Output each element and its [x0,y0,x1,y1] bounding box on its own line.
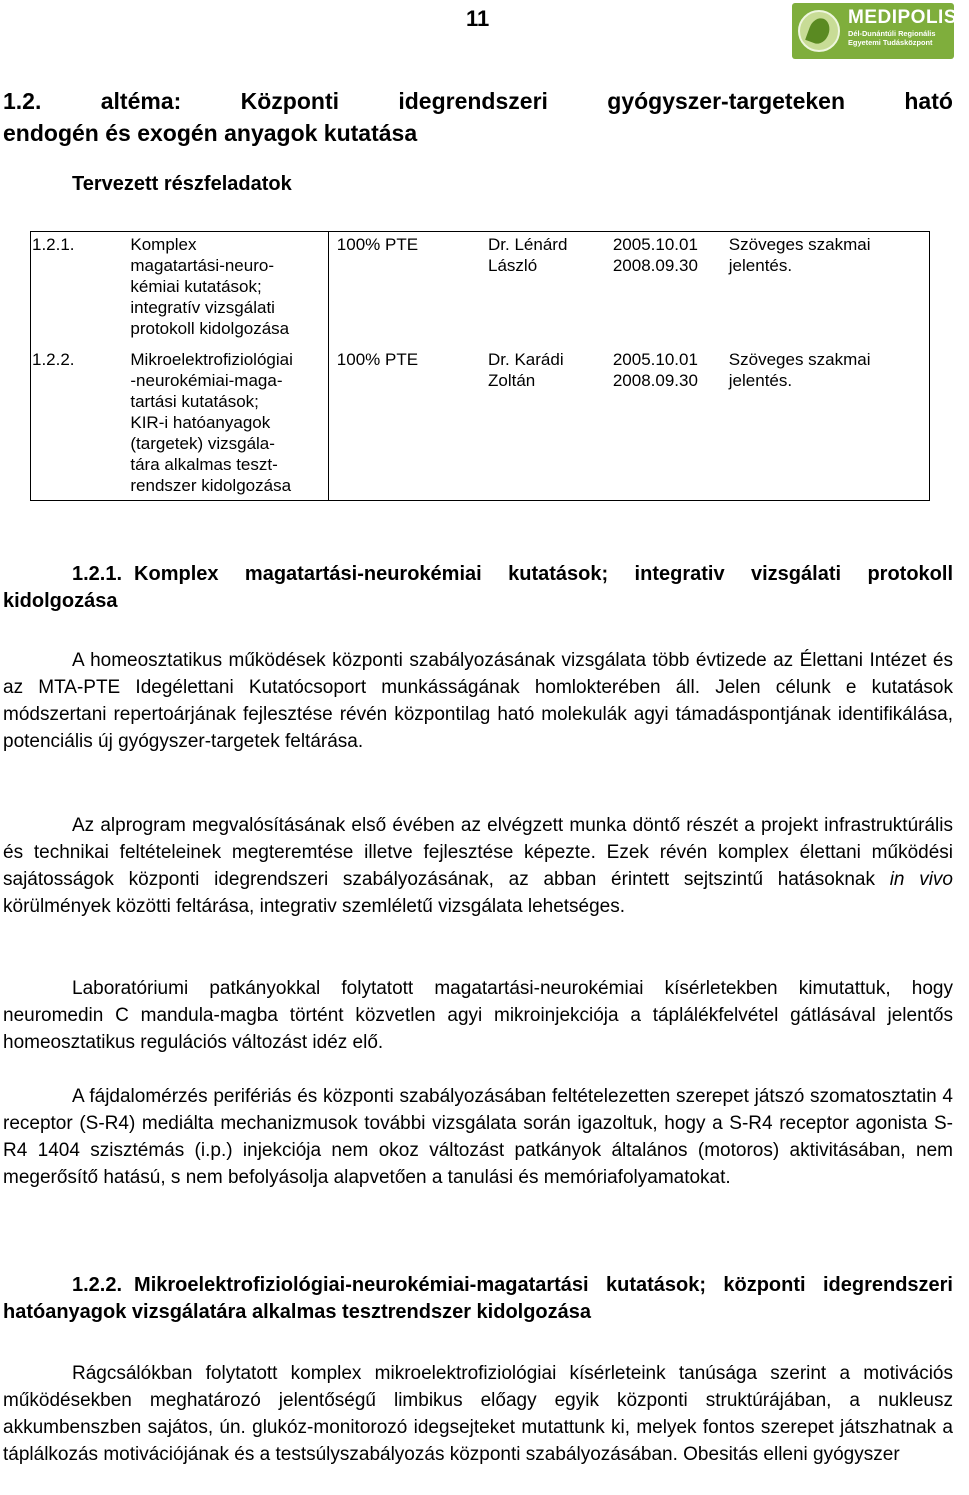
paragraph: Laboratóriumi patkányokkal folytatott magatartási-neurokémiai kísérletekben kimutattuk, hogy neuromedin C mandula-magba történt közvetlen agyi mikroinjekciója a táplálékfelvétel gátlásával jelentős homeosztatikus regulációs változást idéz elő. [3,978,953,1053]
logo-subtitle: Dél-Dunántúli Regionális Egyetemi Tudásközpont [848,29,936,47]
paragraph: A fájdalomérzés perifériás és központi szabályozásában feltételezetten szerepet játszó szomatosztatin 4 receptor (S-R4) mediálta mechanizmusok további vizsgálata során igazoltuk, hogy a S-R4 receptor agonista S-R4 1404 szisztémás (i.p.) injekciója nem okoz változást patkányok általános (motoros) aktivitásában, nem megerősítő hatású, s nem befolyásolja alapvetően a tanulási és memóriafolyamatokat. [3,1086,953,1188]
task-share: 100% PTE [336,235,419,254]
subtopic-title-line2: endogén és exogén anyagok kutatása [3,120,418,146]
paragraph: Az alprogram megvalósításának első évében az elvégzett munka döntő részét a projekt infrastruktúrális és technikai feltételeinek megteremtése illetve fejlesztése képezte. Ezek révén komplex élettani működési sajátosságok központi idegrendszeri szabályozásának, az abban érintett sejtszintű hatásoknak in vivo körülmények közötti feltárása, integrativ szemléletű vizsgálata lehetséges. [3,815,953,917]
planned-tasks-heading: Tervezett részfeladatok [72,173,292,195]
task-number: 1.2.2. [32,350,75,369]
task-deliverable: Szöveges szakmai jelentés. [728,350,871,390]
task-deliverable: Szöveges szakmai jelentés. [728,235,871,275]
subtopic-title [3,85,953,149]
task-title: Komplex magatartási-neuro- kémiai kutatások; integratív vizsgálati protokoll kidolgozása [120,232,328,348]
task-leader: Dr. Lénárd László [488,235,568,275]
section-heading: 1.2.1. Komplex magatartási-neurokémiai kutatások; integrativ vizsgálati protokoll kidolgozása [3,563,953,612]
task-dates: 2005.10.01 2008.09.30 [612,350,698,390]
medipolisz-logo [792,3,969,59]
task-table [30,231,930,501]
leaf-icon [798,10,840,52]
task-row [31,232,930,348]
subtopic-title-line1: 1.2. altéma: Központi idegrendszeri gyógyszer-targeteken ható [3,88,953,114]
task-leader: Dr. Karádi Zoltán [488,350,564,390]
task-number: 1.2.1. [32,235,75,254]
task-share: 100% PTE [336,350,419,369]
task-dates: 2005.10.01 2008.09.30 [612,235,698,275]
paragraph: A homeosztatikus működések központi szabályozásának vizsgálata több évtizede az Élettani Intézet és az MTA-PTE Idegélettani Kutatócsoport munkásságának homlokterében áll. Jelen célunk e kutatások módszertani repertoárjának fejlesztése révén központilag ható molekulák agyi támadáspontjának identifikálása, potenciális új gyógyszer-targetek feltárása. [3,650,953,752]
logo-name: MEDIPOLISZ [848,7,969,28]
page-number: 11 [466,6,490,31]
task-title: Mikroelektrofiziológiai -neurokémiai-maga- tartási kutatások; KIR-i hatóanyagok (targetek) vizsgála- tára alkalmas teszt- rendszer kidolgozása [120,347,328,501]
paragraph: Rágcsálókban folytatott komplex mikroelektrofiziológiai kísérleteink tanúsága szerint a motivációs működésekben meghatározó jelentőségű limbikus előagy egyik központi struktúrájában, a nukleusz akkumbenszben sajátos, ún. glukóz-monitorozó idegsejteket mutattunk ki, melyek fontos szerepet játszhatnak a táplálkozás motivációjának és a testsúlyszabályozás központi szabályozásában. Obesitás elleni gyógyszer [3,1363,953,1465]
task-row [31,347,930,501]
section-heading: 1.2.2. Mikroelektrofiziológiai-neurokémiai-magatartási kutatások; központi idegrendszeri hatóanyagok vizsgálatára alkalmas tesztrendszer kidolgozása [3,1274,953,1323]
